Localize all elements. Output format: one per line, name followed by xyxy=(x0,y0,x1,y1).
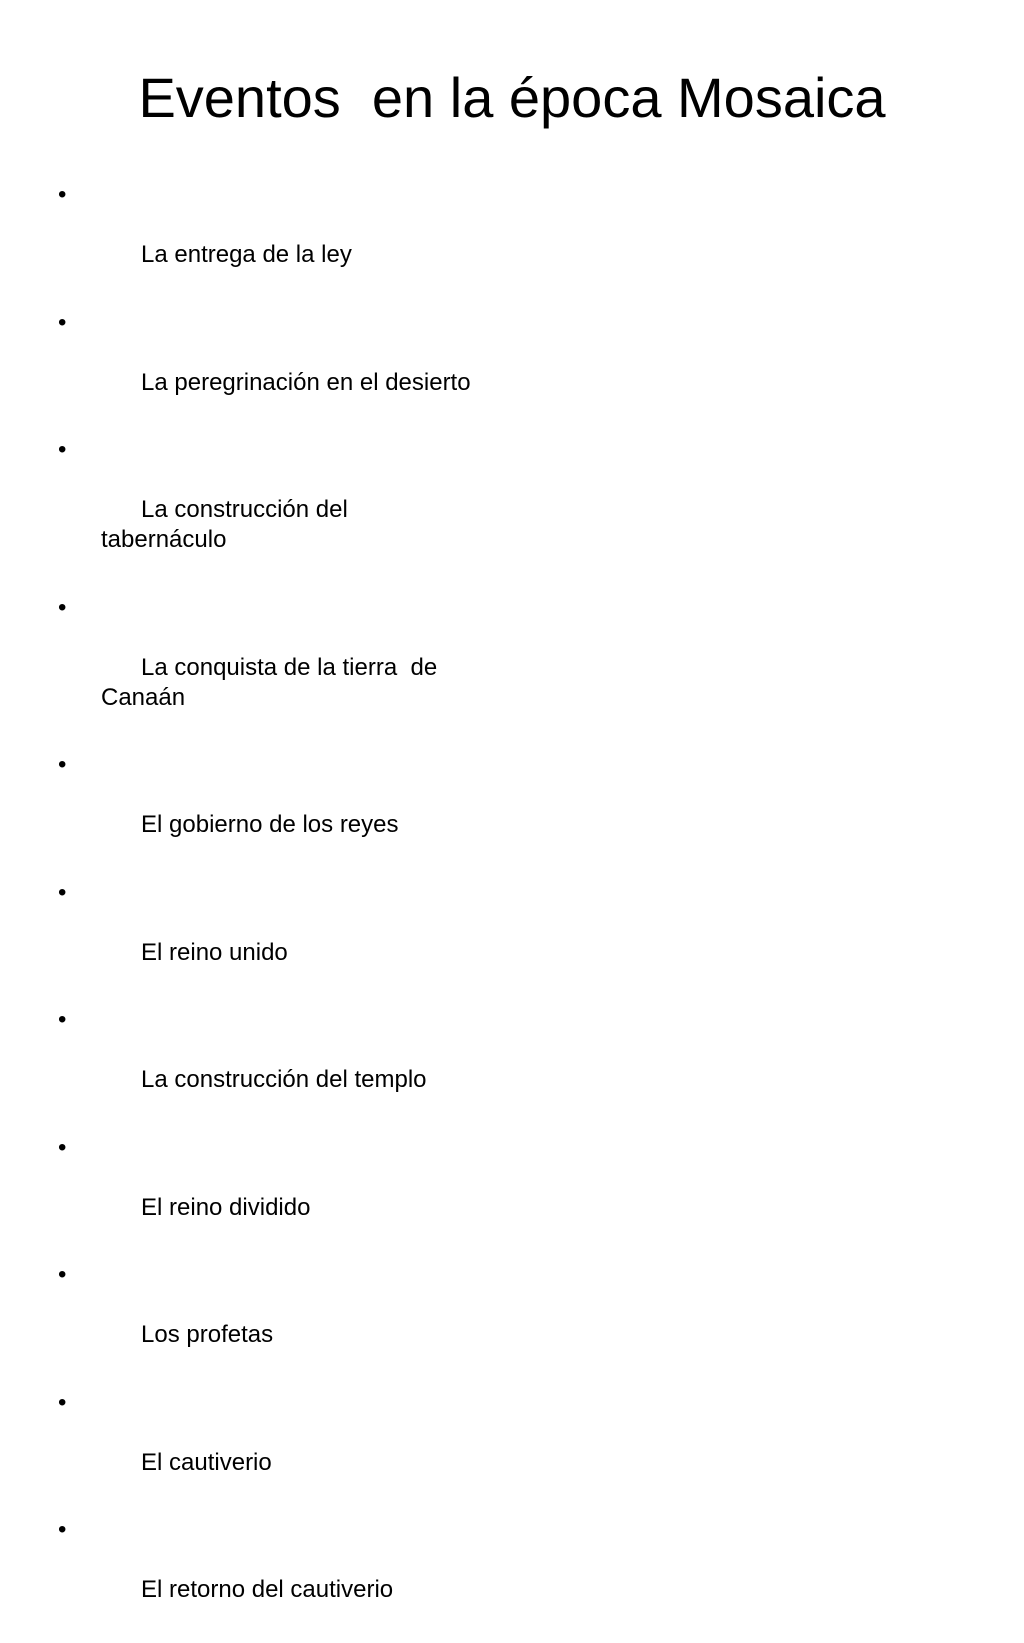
bullet-icon: • xyxy=(58,1516,67,1543)
bullet-icon: • xyxy=(58,1388,67,1416)
bullet-icon: • xyxy=(58,751,67,778)
list-item-text: Los profetas xyxy=(141,1321,274,1348)
list-item-text: El gobierno de los reyes xyxy=(141,811,399,838)
list-item-text: La entrega de la ley xyxy=(141,241,352,268)
bullet-icon: • xyxy=(58,181,67,208)
bullet-list xyxy=(58,180,518,1643)
bullet-icon: • xyxy=(58,1006,67,1033)
bullet-icon: • xyxy=(58,1133,67,1161)
list-item xyxy=(58,308,518,428)
list-item xyxy=(58,878,518,998)
list-item xyxy=(58,1515,518,1635)
list-item-text: La construcción del tabernáculo xyxy=(101,496,348,553)
list-item-text: El cautiverio xyxy=(141,1448,272,1476)
bullet-icon: • xyxy=(58,878,67,906)
list-item-text: La conquista de la tierra de Canaán xyxy=(101,653,438,711)
list-item xyxy=(58,750,518,870)
list-item xyxy=(58,180,518,300)
list-item-text: El reino unido xyxy=(141,938,288,966)
bullet-icon: • xyxy=(58,308,67,336)
list-item-text: La peregrinación en el desierto xyxy=(141,368,471,396)
slide-title: Eventos en la época Mosaica xyxy=(138,66,886,129)
bullet-icon: • xyxy=(58,593,67,621)
list-item xyxy=(58,435,518,585)
list-item-text: El reino dividido xyxy=(141,1193,311,1221)
list-item xyxy=(58,1133,518,1253)
bullet-icon: • xyxy=(58,1261,67,1288)
list-item xyxy=(58,1388,518,1508)
list-item-text: La construcción del templo xyxy=(141,1066,427,1093)
list-item xyxy=(58,1005,518,1125)
list-item-text: El retorno del cautiverio xyxy=(141,1576,394,1603)
bullet-icon: • xyxy=(58,436,67,463)
list-item xyxy=(58,593,518,743)
list-item xyxy=(58,1260,518,1380)
